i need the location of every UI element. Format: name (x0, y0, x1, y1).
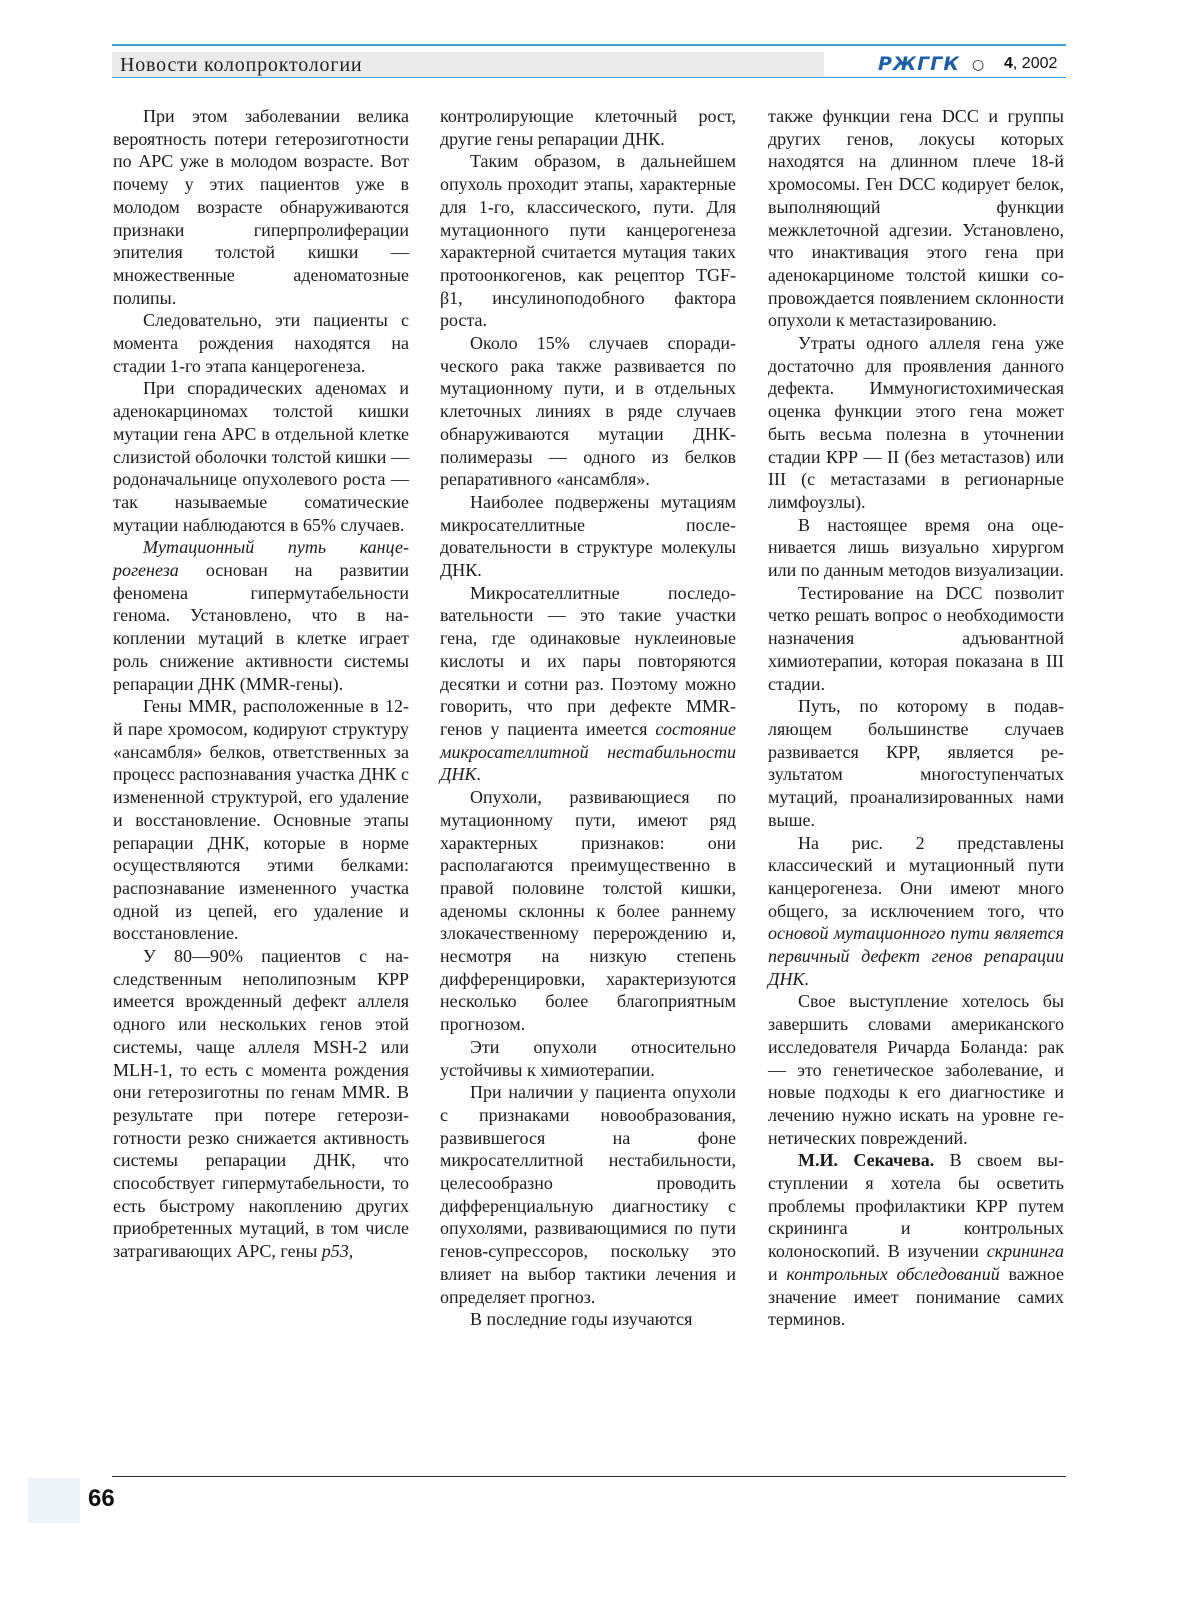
paragraph-text: В своем выступлении я хотела бы осветить проблемы профилактики КРР путем скрининга и контрольных колоноскопий. В изучении (768, 1150, 1064, 1262)
paragraph (113, 309, 409, 377)
paragraph (113, 945, 409, 1263)
paragraph-text: . (476, 764, 481, 785)
paragraph (440, 582, 736, 786)
paragraph (768, 990, 1064, 1149)
issue-label (1004, 52, 1057, 76)
paragraph-text: Путь, по которому в подавляющем большинстве случаев развивается КРР, является результатом многоступенчатых мутаций, проанализированных нами выше. (768, 696, 1064, 830)
paragraph-text: основан на развитии феномена гипермутабельности генома. Установлено, что в накоплении мутаций в клетке играет роль снижение активности системы репарации ДНК (MMR-гены). (113, 560, 409, 694)
paragraph (768, 695, 1064, 831)
running-header (112, 44, 1066, 76)
text-column-1 (113, 105, 409, 1455)
paragraph-text: и (768, 1263, 787, 1284)
emphasized-term: p53 (321, 1241, 349, 1262)
paragraph (113, 105, 409, 309)
paragraph-text: Таким образом, в дальнейшем опухоль проходит этапы, характерные для 1-го, классического, пути. Для мутационного пути канцерогенеза характерной считается мутация таких протоонкогенов, как рецептор TGF-β1, инсулиноподобного фактора роста. (440, 151, 736, 331)
paragraph (440, 1308, 736, 1331)
paragraph-text: У 80—90% пациентов с наследственным неполипозным КРР имеется врожденный дефект аллеля одного или нескольких генов этой системы, чаще аллеля MSH-2 или MLH-1, то есть с момента рождения они гетерозиготны по генам MMR. В результате при потере гетерозиготности резко снижается активность системы репарации ДНК, что способствует гипермутабельности, то есть быстрому накоплению других приобретенных мутаций, в том числе затрагивающих APC, гены (113, 946, 409, 1262)
paragraph-text: Микросателлитные последовательности — это такие участки гена, где одинаковые нуклеиновые кислоты и их пары повторяются десятки и сотни раз. Поэтому можно говорить, что при дефекте MMR-генов у пациента имеется (440, 582, 736, 739)
issue-number: 4 (1004, 55, 1013, 72)
paragraph (113, 377, 409, 536)
paragraph (768, 582, 1064, 696)
paragraph-text: . (804, 968, 809, 989)
circle-separator-icon: ○ (972, 57, 985, 73)
paragraph-text: Опухоли, развивающиеся по мутационному пути, имеют ряд характерных признаков: они располагаются преимущественно в правой половине толстой кишки, аденомы склонны к более раннему злокачественному перерождению и, несмотря на низкую степень дифференцировки, характеризуются несколько более благоприятным прогнозом. (440, 787, 736, 1035)
paragraph (440, 150, 736, 332)
paragraph-text: Эти опухоли относительно устойчивы к химиотерапии. (440, 1036, 736, 1080)
text-column-2 (440, 105, 736, 1455)
paragraph (440, 105, 736, 150)
issue-year: 2002 (1021, 55, 1058, 72)
emphasized-term: основой мутационного пути является первичный дефект генов репарации ДНК (768, 923, 1064, 989)
paragraph-text: Гены MMR, расположенные в 12-й паре хромосом, кодируют структуру «ансамбля» белков, ответственных за процесс распознавания участка ДНК с измененной структурой, его удаление и восстановление. Основные этапы репарации ДНК, которые в норме осуществляются этими белками: распознавание измененного участка одной из цепей, его удаление и восстановление. (113, 696, 409, 944)
journal-logo: РЖГГК (878, 53, 960, 75)
speaker-name: М.И. Секачева. (798, 1150, 935, 1171)
emphasized-term: состояние микросателлитной нестабильности ДНК (440, 718, 736, 785)
paragraph-text: При наличии у пациента опухоли с признаками новообразования, развившегося на фоне микросателлитной нестабильности, целесообразно проводить дифференциальную диагностику с опухолями, развивающимися по пути генов-супрессоров, поскольку это влияет на выбор тактики лечения и определяет прогноз. (440, 1082, 736, 1307)
paragraph-text: В последние годы изучаются (470, 1309, 693, 1330)
paragraph (440, 491, 736, 582)
paragraph (113, 695, 409, 945)
paragraph (440, 786, 736, 1036)
paragraph (768, 1149, 1064, 1331)
paragraph-text: Тестирование на DCC позволит четко решать вопрос о необходимости назначения адъювантной химиотерапии, которая показана в III стадии. (768, 582, 1064, 694)
header-bottom-rule (112, 77, 1066, 78)
paragraph-text: контролирующие клеточный рост, другие гены репарации ДНК. (440, 106, 736, 149)
paragraph-text: важное значение имеет понимание самих терминов. (768, 1263, 1065, 1330)
paragraph (113, 536, 409, 695)
section-title: Новости колопроктологии (120, 54, 363, 76)
paragraph-text: На рис. 2 представлены классический и мутационный пути канцерогенеза. Они имеют много общего, за исключением того, что (768, 832, 1064, 921)
paragraph (768, 332, 1064, 514)
paragraph (768, 832, 1064, 991)
page-number-tab (28, 1478, 80, 1523)
paragraph (440, 1081, 736, 1308)
paragraph-text: Около 15% случаев спорадического рака также развивается по мутационному пути, и в отдельных клеточных линиях в ряде случаев обнаруживаются мутации ДНК-полимеразы — одного из белков репаративного «ансамбля». (440, 333, 736, 490)
paragraph-text: Следовательно, эти пациенты с момента рождения находятся на стадии 1-го этапа канцерогенеза. (113, 310, 409, 376)
emphasized-term: Мутационный путь канцерогенеза (113, 537, 409, 581)
paragraph-text: Утраты одного аллеля гена уже достаточно для проявления данного дефекта. Иммуногистохимическая оценка функции этого гена может быть весьма полезна в уточнении стадии КРР — II (без метастазов) или III (с метастазами в регионарные лимфоузлы). (768, 333, 1064, 512)
paragraph-text: При спорадических аденомах и аденокарциномах толстой кишки мутации гена APC в отдельной клетке слизистой оболочки толстой кишки — родоначальнице опухолевого роста — так называемые соматические мутации наблюдаются в 65% случаев. (113, 378, 409, 535)
paragraph (440, 1036, 736, 1081)
emphasized-term: скрининга (986, 1241, 1064, 1262)
paragraph (768, 514, 1064, 582)
emphasized-term: контрольных обследований (786, 1263, 1000, 1284)
header-top-rule (112, 44, 1066, 46)
paragraph-text: также функции гена DCC и группы других генов, локусы которых находятся на длинном плече 18-й хромосомы. Ген DCC кодирует белок, выполняющий функции межклеточной адгезии. Установлено, что инактивация этого гена при аденокарциноме толстой кишки сопровождается появлением склонности опухоли к метастазированию. (768, 106, 1064, 331)
paragraph-text: В настоящее время она оценивается лишь визуально хирургом или по данным методов визуализации. (768, 514, 1064, 581)
paragraph (768, 105, 1064, 332)
paragraph-text: Наиболее подвержены мутациям микросателлитные последовательности в структуре молекулы ДНК. (440, 491, 736, 581)
paragraph-text: При этом заболевании велика вероятность потери гетерозиготности по APC уже в молодом возрасте. Вот почему у этих пациентов уже в молодом возрасте обнаруживаются признаки гиперпролиферации эпителия толстой кишки — множественные аденоматозные полипы. (113, 106, 409, 308)
page-number: 66 (88, 1485, 115, 1512)
text-column-3 (768, 105, 1064, 1455)
footer-rule (112, 1476, 1066, 1477)
paragraph-text: , (348, 1241, 354, 1262)
paragraph (440, 332, 736, 491)
issue-comma: , (1012, 55, 1022, 72)
paragraph-text: Свое выступление хотелось бы завершить словами американского исследователя Ричарда Боланда: рак — это генетическое заболевание, и новые подходы к его диагностике и лечению нужно искать на уровне генетических повреждений. (768, 991, 1064, 1148)
